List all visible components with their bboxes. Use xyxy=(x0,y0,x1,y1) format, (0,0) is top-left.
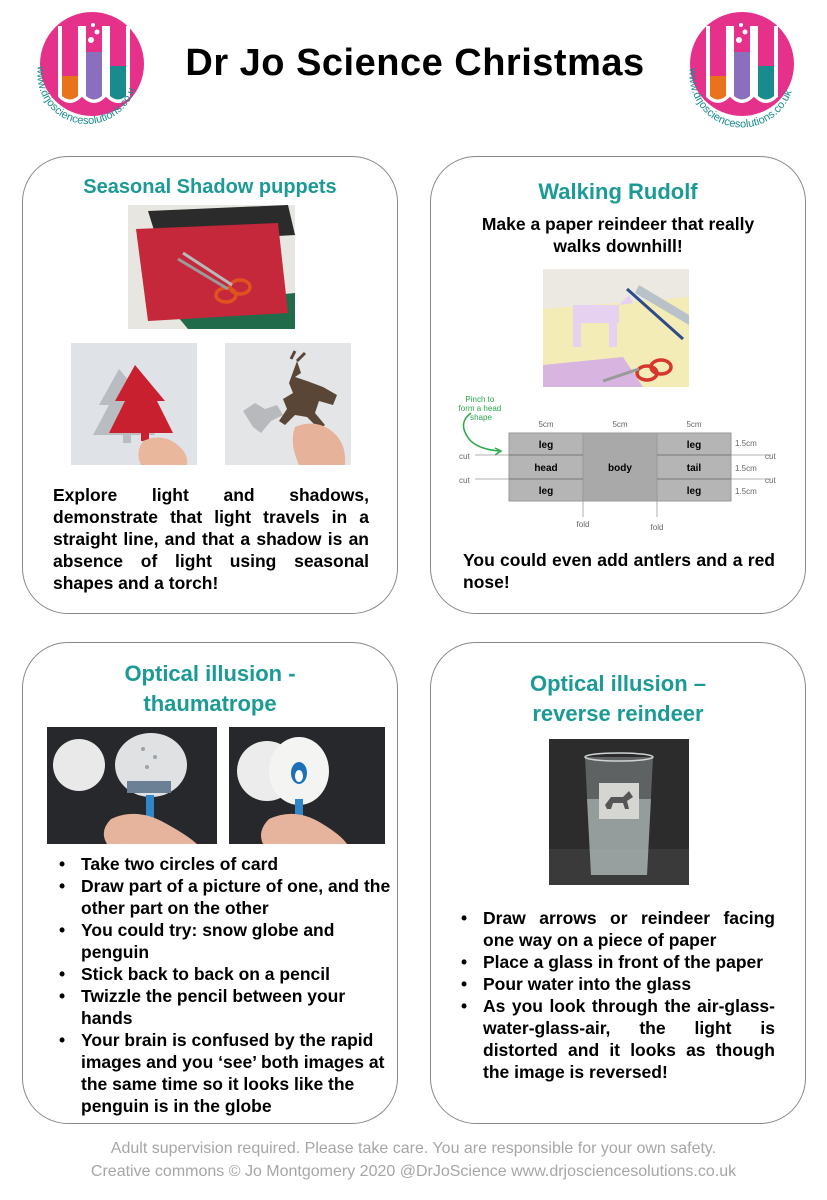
list-item: • Your brain is confused by the rapid images and you ‘see’ both images at the same time so it looks like the penguin is in the globe xyxy=(53,1029,393,1117)
logo-left xyxy=(22,8,152,138)
cell-leg-1: leg xyxy=(538,440,554,451)
width-label-1: 5cm xyxy=(538,420,554,429)
fold-label-1: fold xyxy=(576,520,590,529)
cell-head: head xyxy=(534,463,558,474)
pinch-note-3: shape xyxy=(470,413,492,422)
card-title-line2: thaumatrope xyxy=(143,691,277,716)
width-label-2: 5cm xyxy=(612,420,628,429)
list-item: • Draw part of a picture of one, and the other part on the other xyxy=(53,875,393,919)
width-label-3: 5cm xyxy=(686,420,702,429)
list-item: • Twizzle the pencil between your hands xyxy=(53,985,393,1029)
logo-url-left: www.drjosciencesolutions.co.u xyxy=(34,65,138,128)
card-walking-rudolf xyxy=(430,156,806,614)
card-title-line1: Optical illusion – xyxy=(529,671,707,696)
card-reverse-reindeer xyxy=(430,642,806,1124)
cut-label-2: cut xyxy=(459,476,470,485)
cell-tail: tail xyxy=(686,463,702,474)
footer-credits: Creative commons © Jo Montgomery 2020 @DrJoScience www.drjosciencesolutions.co.uk xyxy=(90,1163,737,1180)
height-label-3: 1.5cm xyxy=(735,487,757,496)
card-thaumatrope xyxy=(22,642,398,1124)
page-title: Dr Jo Science Christmas xyxy=(185,42,645,84)
fold-label-2: fold xyxy=(650,523,664,532)
logo-url-right: www.drjosciencesolutions.co.uk xyxy=(686,67,795,131)
photo-card-scissors xyxy=(128,205,295,329)
pinch-note-2: form a head xyxy=(458,404,502,413)
photo-reindeer-shadow xyxy=(225,343,351,465)
card-title-line1: Optical illusion - xyxy=(124,661,296,686)
rudolf-description: You could even add antlers and a red nose! xyxy=(463,550,775,592)
reindeer-template-diagram xyxy=(453,393,783,538)
card-shadow-puppets xyxy=(22,156,398,614)
card-title: Seasonal Shadow puppets xyxy=(83,176,337,198)
list-item: • Stick back to back on a pencil xyxy=(53,963,393,985)
pinch-note-1: Pinch to xyxy=(465,395,495,404)
reverse-reindeer-steps xyxy=(455,907,775,1083)
cell-leg-2: leg xyxy=(538,486,554,497)
cut-label-1: cut xyxy=(459,452,470,461)
photo-paper-reindeer xyxy=(543,269,689,387)
list-item: • Pour water into the glass xyxy=(455,973,775,995)
logo-right xyxy=(676,8,806,138)
cut-label-3: cut xyxy=(765,452,776,461)
photo-thaumatrope-globe xyxy=(47,727,217,844)
thaumatrope-steps xyxy=(53,853,393,1117)
cell-body: body xyxy=(608,463,632,474)
cut-label-4: cut xyxy=(765,476,776,485)
list-item: • Take two circles of card xyxy=(53,853,393,875)
list-item: • You could try: snow globe and penguin xyxy=(53,919,393,963)
cell-leg-4: leg xyxy=(686,486,702,497)
card-title-line2: reverse reindeer xyxy=(532,701,704,726)
cell-leg-3: leg xyxy=(686,440,702,451)
height-label-1: 1.5cm xyxy=(735,439,757,448)
rudolf-subtitle: Make a paper reindeer that really walks downhill! xyxy=(481,214,755,256)
list-item: • Draw arrows or reindeer facing one way on a piece of paper xyxy=(455,907,775,951)
card-title: Walking Rudolf xyxy=(538,179,698,204)
footer-safety-note: Adult supervision required. Please take care. You are responsible for your own safety. xyxy=(110,1140,717,1157)
photo-glass-of-water xyxy=(549,739,689,885)
photo-tree-shadow xyxy=(71,343,197,465)
list-item: • Place a glass in front of the paper xyxy=(455,951,775,973)
photo-thaumatrope-penguin xyxy=(229,727,385,844)
shadow-description: Explore light and shadows, demonstrate that light travels in a straight line, and that a shadow is an absence of light using seasonal shapes and a torch! xyxy=(53,485,369,593)
height-label-2: 1.5cm xyxy=(735,464,757,473)
list-item: • As you look through the air-glass-water-glass-air, the light is distorted and it looks as though the image is reversed! xyxy=(455,995,775,1083)
